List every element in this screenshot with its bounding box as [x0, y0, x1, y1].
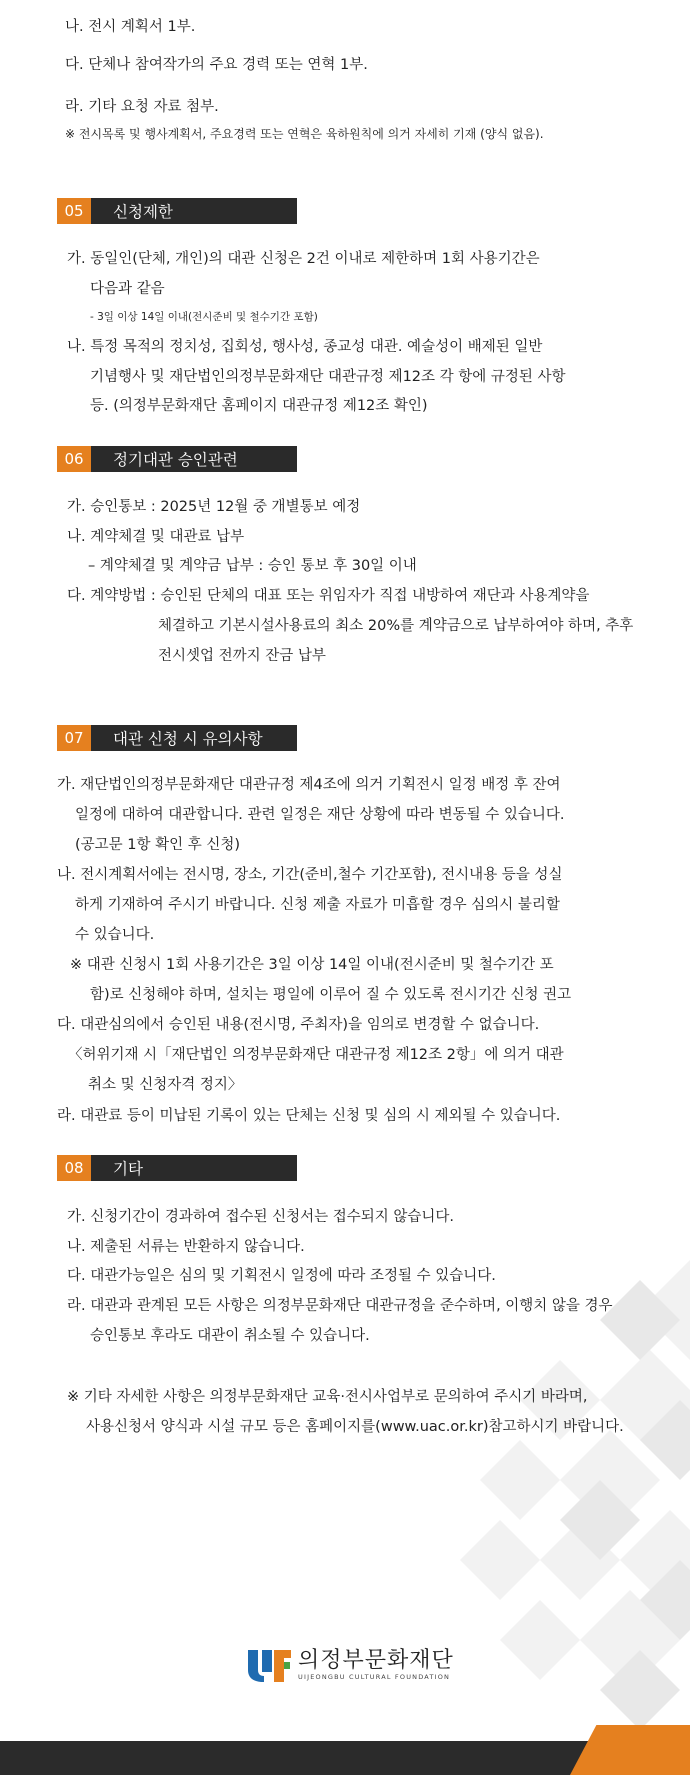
section-number: 06 — [57, 446, 91, 472]
s05-item-1: 가. 동일인(단체, 개인)의 대관 신청은 2건 이내로 제한하며 1회 사용기간은 — [67, 251, 540, 267]
s06-item-3-cont: 전시셋업 전까지 잔금 납부 — [158, 648, 326, 664]
logo-english-name: UIJEONGBU CULTURAL FOUNDATION — [298, 1673, 451, 1681]
s08-item-4-cont: 승인통보 후라도 대관이 취소될 수 있습니다. — [90, 1328, 370, 1344]
s07-item-1-cont: 일정에 대하여 대관합니다. 관련 일정은 재단 상황에 따라 변동될 수 있습니다. — [75, 807, 565, 823]
s07-item-2-cont: 수 있습니다. — [75, 927, 155, 943]
s05-item-2-cont: 등. (의정부문화재단 홈페이지 대관규정 제12조 확인) — [90, 398, 428, 414]
s06-item-2-sub: – 계약체결 및 계약금 납부 : 승인 통보 후 30일 이내 — [88, 558, 417, 574]
intro-item-2: 다. 단체나 참여작가의 주요 경력 또는 연혁 1부. — [65, 57, 368, 73]
intro-note: ※ 전시목록 및 행사계획서, 주요경력 또는 연혁은 육하원칙에 의거 자세히 기재 (양식 없음). — [65, 127, 544, 141]
section-header-07 — [57, 725, 297, 751]
s08-item-3: 다. 대관가능일은 심의 및 기획전시 일정에 따라 조정될 수 있습니다. — [67, 1268, 496, 1284]
section-number: 07 — [57, 725, 91, 751]
contact-note: ※ 기타 자세한 사항은 의정부문화재단 교육·전시사업부로 문의하여 주시기 바라며, — [67, 1389, 588, 1405]
s07-item-3-cont: 〈허위기재 시「재단법인 의정부문화재단 대관규정 제12조 2항」에 의거 대관 — [68, 1047, 564, 1063]
section-title: 정기대관 승인관련 — [113, 451, 238, 469]
s07-item-2: 나. 전시계획서에는 전시명, 장소, 기간(준비,철수 기간포함), 전시내용 등을 성실 — [57, 867, 563, 883]
s05-item-2-cont: 기념행사 및 재단법인의정부문화재단 대관규정 제12조 각 항에 규정된 사항 — [90, 369, 566, 385]
s07-item-1-cont: (공고문 1항 확인 후 신청) — [75, 837, 241, 853]
s08-item-1: 가. 신청기간이 경과하여 접수된 신청서는 접수되지 않습니다. — [67, 1209, 455, 1225]
s07-item-3: 다. 대관심의에서 승인된 내용(전시명, 주최자)을 임의로 변경할 수 없습니다. — [57, 1017, 540, 1033]
s06-item-3-cont: 체결하고 기본시설사용료의 최소 20%를 계약금으로 납부하여야 하며, 추후 — [158, 618, 634, 634]
intro-item-3: 라. 기타 요청 자료 첨부. — [65, 99, 219, 115]
section-title: 대관 신청 시 유의사항 — [113, 730, 263, 748]
s07-note-cont: 함)로 신청해야 하며, 설치는 평일에 이루어 질 수 있도록 전시기간 신청 권고 — [90, 987, 572, 1003]
logo-korean-name: 의정부문화재단 — [298, 1648, 454, 1673]
section-title: 기타 — [113, 1160, 143, 1178]
s07-item-2-cont: 하게 기재하여 주시기 바랍니다. 신청 제출 자료가 미흡할 경우 심의시 불리할 — [75, 897, 560, 913]
s05-item-1-cont: 다음과 같음 — [90, 281, 165, 297]
contact-note-cont: 사용신청서 양식과 시설 규모 등은 홈페이지를(www.uac.or.kr)참고하시기 바랍니다. — [86, 1419, 624, 1435]
s06-item-3: 다. 계약방법 : 승인된 단체의 대표 또는 위임자가 직접 내방하여 재단과 사용계약을 — [67, 588, 590, 604]
section-header-08 — [57, 1155, 297, 1181]
s07-item-1: 가. 재단법인의정부문화재단 대관규정 제4조에 의거 기획전시 일정 배정 후 잔여 — [57, 777, 561, 793]
s05-item-2: 나. 특정 목적의 정치성, 집회성, 행사성, 종교성 대관. 예술성이 배제된 일반 — [67, 339, 543, 355]
s08-item-4: 라. 대관과 관계된 모든 사항은 의정부문화재단 대관규정을 준수하며, 이행치 않을 경우 — [67, 1298, 613, 1314]
s06-item-2: 나. 계약체결 및 대관료 납부 — [67, 529, 245, 545]
logo-mark-icon — [246, 1646, 292, 1684]
s05-subnote: - 3일 이상 14일 이내(전시준비 및 철수기간 포함) — [90, 311, 318, 323]
section-header-06 — [57, 446, 297, 472]
section-title: 신청제한 — [113, 203, 173, 221]
s08-item-2: 나. 제출된 서류는 반환하지 않습니다. — [67, 1239, 305, 1255]
s07-item-4: 라. 대관료 등이 미납된 기록이 있는 단체는 신청 및 심의 시 제외될 수 있습니다. — [57, 1108, 561, 1124]
s07-item-3-cont: 취소 및 신청자격 정지〉 — [88, 1077, 243, 1093]
section-number: 05 — [57, 198, 91, 224]
s06-item-1: 가. 승인통보 : 2025년 12월 중 개별통보 예정 — [67, 499, 361, 515]
intro-item-1: 나. 전시 계획서 1부. — [65, 19, 196, 35]
s07-note: ※ 대관 신청시 1회 사용기간은 3일 이상 14일 이내(전시준비 및 철수기간 포 — [70, 957, 554, 973]
section-number: 08 — [57, 1155, 91, 1181]
foundation-logo — [246, 1646, 454, 1684]
section-header-05 — [57, 198, 297, 224]
